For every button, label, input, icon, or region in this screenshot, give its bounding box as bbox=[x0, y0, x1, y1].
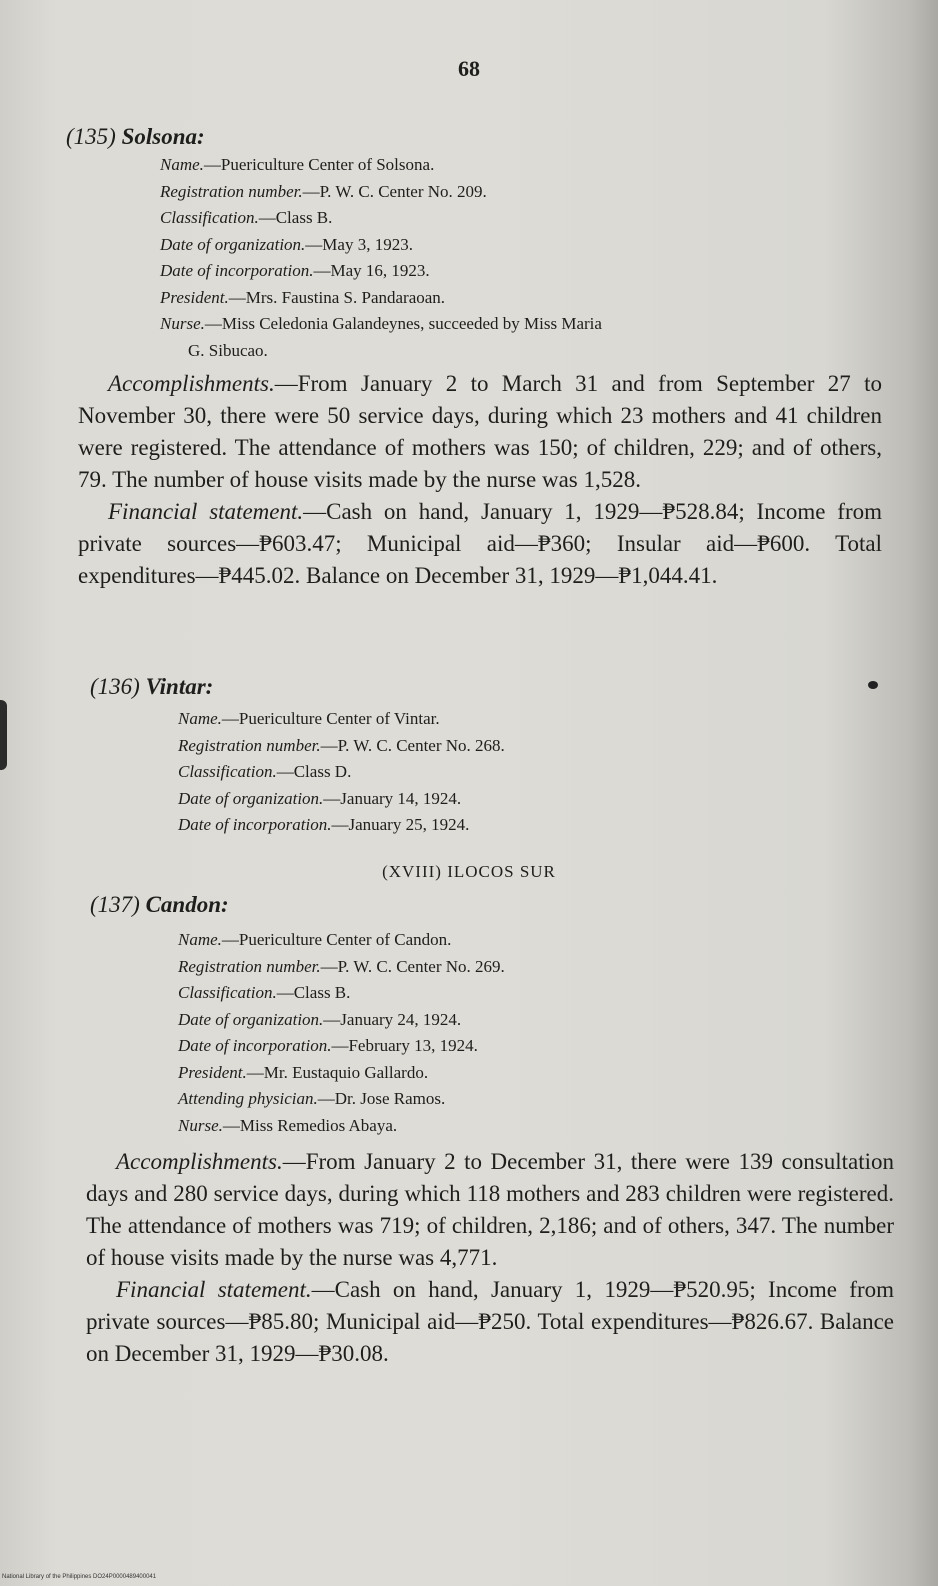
field-name: Name.—Puericulture Center of Candon. bbox=[178, 930, 452, 949]
field-date-organization: Date of organization.—May 3, 1923. bbox=[160, 234, 413, 254]
entry-fields-vintar bbox=[178, 706, 505, 839]
page-edge-shadow bbox=[0, 700, 7, 770]
entry-heading-vintar bbox=[90, 674, 213, 700]
entry-place: Vintar: bbox=[145, 674, 214, 699]
field-name: Name.—Puericulture Center of Solsona. bbox=[160, 155, 435, 174]
candon-paragraphs bbox=[86, 1146, 894, 1370]
scan-footer-credit: National Library of the Philippines DO24P0000489400041 bbox=[2, 1574, 157, 1580]
entry-number: (135) bbox=[66, 124, 116, 149]
field-nurse: Nurse.—Miss Remedios Abaya. bbox=[178, 1115, 398, 1135]
field-president: President.—Mr. Eustaquio Gallardo. bbox=[178, 1062, 429, 1082]
field-attending-physician: Attending physician.—Dr. Jose Ramos. bbox=[178, 1089, 446, 1108]
field-president: President.—Mrs. Faustina S. Pandaraoan. bbox=[160, 287, 446, 307]
field-classification: Classification.—Class D. bbox=[178, 762, 352, 781]
entry-heading-solsona bbox=[66, 124, 205, 150]
entry-fields-candon bbox=[178, 927, 505, 1139]
field-registration: Registration number.—P. W. C. Center No. 269. bbox=[178, 956, 505, 976]
page-number: 68 bbox=[458, 56, 480, 81]
field-date-incorporation: Date of incorporation.—February 13, 1924. bbox=[178, 1036, 478, 1055]
field-nurse: Nurse.—Miss Celedonia Galandeynes, succeeded by Miss Maria G. Sibucao. bbox=[160, 314, 602, 360]
field-name: Name.—Puericulture Center of Vintar. bbox=[178, 709, 440, 728]
financial-paragraph: Financial statement.—Cash on hand, January 1, 1929—₱520.95; Income from private sources—₱85.80; Municipal aid—₱250. Total expenditures—₱826.67. Balance on December 31, 1929—₱30.08. bbox=[86, 1277, 895, 1366]
financial-paragraph: Financial statement.—Cash on hand, January 1, 1929—₱528.84; Income from private sources—₱603.47; Municipal aid—₱360; Insular aid—₱600. Total expenditures—₱445.02. Balance on December 31, 1929—₱1,044.41. bbox=[78, 499, 883, 588]
entry-number: (136) bbox=[90, 674, 140, 699]
field-date-organization: Date of organization.—January 14, 1924. bbox=[178, 788, 462, 808]
solsona-paragraphs bbox=[78, 368, 882, 592]
section-heading-ilocos-sur: (XVIII) ILOCOS SUR bbox=[382, 862, 556, 881]
field-registration: Registration number.—P. W. C. Center No. 209. bbox=[160, 181, 487, 201]
field-classification: Classification.—Class B. bbox=[178, 983, 351, 1002]
field-classification: Classification.—Class B. bbox=[160, 208, 333, 227]
field-date-incorporation: Date of incorporation.—May 16, 1923. bbox=[160, 261, 430, 280]
entry-number: (137) bbox=[90, 892, 140, 917]
field-registration: Registration number.—P. W. C. Center No. 268. bbox=[178, 735, 505, 755]
accomplishments-paragraph: Accomplishments.—From January 2 to December 31, there were 139 consultation days and 280 service days, during which 118 mothers and 283 children were registered. The attendance of mothers was 719; of children, 2,186; and of others, 347. The number of house visits made by the nurse was 4,771. bbox=[86, 1149, 894, 1270]
entry-place: Solsona: bbox=[121, 124, 205, 149]
entry-fields-solsona bbox=[160, 152, 602, 364]
field-date-organization: Date of organization.—January 24, 1924. bbox=[178, 1009, 462, 1029]
entry-heading-candon bbox=[90, 892, 229, 918]
field-date-incorporation: Date of incorporation.—January 25, 1924. bbox=[178, 815, 470, 834]
ink-spot bbox=[868, 681, 878, 689]
accomplishments-paragraph: Accomplishments.—From January 2 to March 31 and from September 27 to November 30, there were 50 service days, during which 23 mothers and 41 children were registered. The attendance of mothers was 150; of children, 229; and of others, 79. The number of house visits made by the nurse was 1,528. bbox=[78, 371, 882, 492]
entry-place: Candon: bbox=[145, 892, 229, 917]
